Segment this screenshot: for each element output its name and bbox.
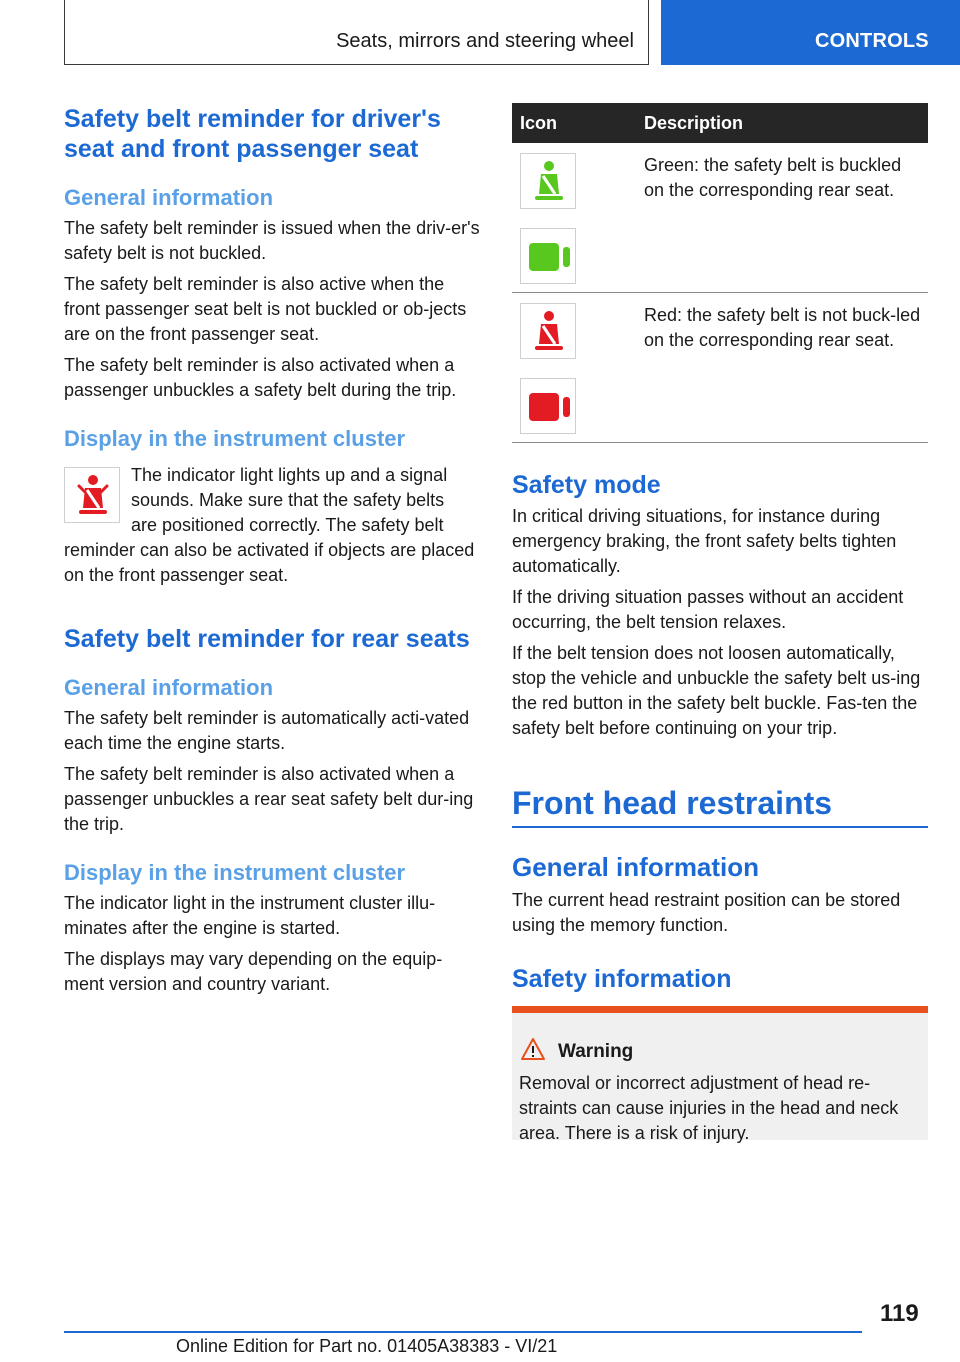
- heading-display-cluster-1: Display in the instrument cluster: [64, 426, 406, 451]
- paragraph-gi1-3: The safety belt reminder is also activated when a passenger unbuckles a safety belt during the trip.: [64, 355, 457, 400]
- heading-general-information-1: General information: [64, 185, 274, 210]
- right-column-safety-mode: [512, 470, 928, 741]
- right-column-head-restraints: [512, 852, 928, 994]
- footer-rule: [64, 1331, 862, 1333]
- heading-front-head-restraints-wrap: [512, 785, 928, 821]
- header-section-title: Seats, mirrors and steering wheel: [336, 30, 634, 52]
- table-header-icon: Icon: [520, 113, 558, 133]
- paragraph-gi1-2: The safety belt reminder is also active when the front passenger seat belt is not buckled or ob‐jects are on the front passenger seat.: [64, 274, 467, 344]
- heading-rear-seat-reminder: Safety belt reminder for rear seats: [64, 625, 470, 653]
- warning-label: Warning: [558, 1041, 634, 1062]
- paragraph-disp2-2: The displays may vary depending on the equip‐ment version and country variant.: [64, 949, 443, 994]
- table-row: [512, 293, 928, 443]
- header-chapter-label: CONTROLS: [815, 30, 929, 52]
- rear-seat-red-icon: [520, 378, 576, 434]
- warning-triangle-icon: [520, 1037, 546, 1066]
- table-header-description: Description: [644, 113, 744, 133]
- indicator-text-line-2: sounds. Make sure that the safety belts: [131, 490, 445, 510]
- paragraph-sm-3: If the belt tension does not loosen automatically, stop the vehicle and unbuckle the safety belt us‐ing the red button in the safety belt buckle. Fas‐ten the safety belt before continuing on your trip.: [512, 643, 921, 738]
- paragraph-gi3-1: The current head restraint position can be stored using the memory function.: [512, 890, 901, 935]
- section-divider: [512, 826, 928, 828]
- indicator-text-line-3: are positioned correctly. The safety belt: [131, 515, 444, 535]
- paragraph-sm-1: In critical driving situations, for instance during emergency braking, the front safety belts tighten automatically.: [512, 506, 897, 576]
- header-section-box: [64, 0, 649, 65]
- paragraph-disp2-1: The indicator light in the instrument cluster illu‐minates after the engine is started.: [64, 893, 436, 938]
- table-header: [512, 103, 928, 143]
- heading-safety-mode: Safety mode: [512, 471, 661, 499]
- indicator-block-front: [64, 463, 482, 588]
- rear-seat-green-icon: [520, 228, 576, 284]
- seatbelt-buckled-icon: [520, 153, 576, 209]
- footer-edition: Online Edition for Part no. 01405A38383 - VI/21: [176, 1336, 558, 1356]
- seatbelt-warning-red-icon: [64, 467, 120, 523]
- heading-front-head-restraints: Front head restraints: [512, 785, 833, 821]
- table-row-description: Green: the safety belt is buckled on the corresponding rear seat.: [644, 155, 902, 200]
- page-number: 119: [880, 1300, 919, 1327]
- paragraph-gi1-1: The safety belt reminder is issued when the driv‐er's safety belt is not buckled.: [64, 218, 480, 263]
- heading-general-information-3: General information: [512, 852, 760, 882]
- heading-general-information-2: General information: [64, 675, 274, 700]
- paragraph-gi2-2: The safety belt reminder is also activated when a passenger unbuckles a rear seat safety belt dur‐ing the trip.: [64, 764, 474, 834]
- heading-front-seat-reminder: Safety belt reminder for driver's seat and front passenger seat: [64, 105, 441, 163]
- indicator-text-rest: reminder can also be activated if objects are placed on the front passenger seat.: [64, 540, 475, 585]
- table-row: [512, 143, 928, 293]
- paragraph-sm-2: If the driving situation passes without an accident occurring, the belt tension relaxes.: [512, 587, 904, 632]
- seatbelt-unbuckled-icon: [520, 303, 576, 359]
- left-column: [64, 104, 482, 997]
- heading-safety-information: Safety information: [512, 965, 732, 993]
- warning-box: [512, 1006, 928, 1143]
- paragraph-gi2-1: The safety belt reminder is automatically acti‐vated each time the engine starts.: [64, 708, 470, 753]
- warning-text: Removal or incorrect adjustment of head re‐straints can cause injuries in the head and neck area. There is a risk of injury.: [519, 1073, 899, 1143]
- heading-display-cluster-2: Display in the instrument cluster: [64, 860, 406, 885]
- header-chapter-tab: [661, 0, 960, 65]
- table-row-description: Red: the safety belt is not buck‐led on the corresponding rear seat.: [644, 305, 921, 350]
- indicator-table: [512, 103, 928, 443]
- indicator-text-line-1: The indicator light lights up and a signal: [131, 465, 448, 485]
